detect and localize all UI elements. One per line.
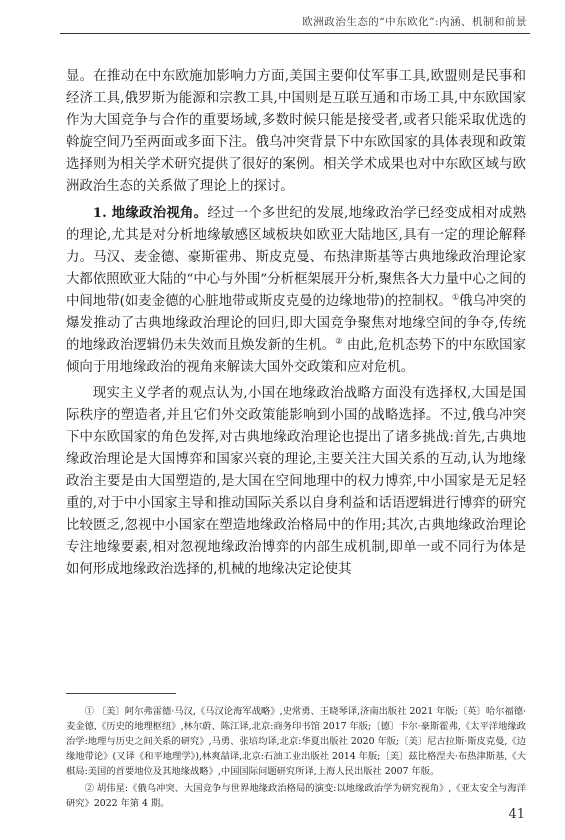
header-rule <box>60 33 530 34</box>
paragraph-2 <box>66 202 526 379</box>
paragraph-2-text-a: 经过一个多世纪的发展,地缘政治学已经变成相对成熟的理论,尤其是对分析地缘敏感区域板块如欧亚大陆地区,具有一定的理论解释力。马汉、麦金德、豪斯霍弗、斯皮克曼、布热津斯基等古典地缘政治理论家大都依照欧亚大陆的“中心与外围”分析框架展开分析,聚焦各大力量中心之间的中间地带(如麦金德的心脏地带或斯皮克曼的边缘地带)的控制权。 <box>66 206 526 309</box>
footnote-ref-1[interactable]: ① <box>451 292 459 302</box>
paragraph-2-text-c: 由此,危机态势下的中东欧国家倾向于用地缘政治的视角来解读大国外交政策和应对危机。 <box>66 338 527 375</box>
paragraph-1: 显。在推动在中东欧施加影响力方面,美国主要仰仗军事工具,欧盟则是民事和经济工具,俄罗斯为能源和宗教工具,中国则是互联互通和市场工具,中东欧国家作为大国竞争与合作的重要场域,多数时候只能是接受者,或者只能采取优选的斡旋空间乃至两面或多面下注。俄乌冲突背景下中东欧国家的具体表现和政策选择则为相关学术研究提供了很好的案例。相关学术成果也对中东欧区域与欧洲政治生态的关系做了理论上的探讨。 <box>66 69 526 194</box>
paragraph-3: 现实主义学者的观点认为,小国在地缘政治战略方面没有选择权,大国是国际秩序的塑造者,并且它们外交政策能影响到小国的战略选择。不过,俄乌冲突下中东欧国家的角色发挥,对古典地缘政治理论也提出了诸多挑战:首先,古典地缘政治理论是大国博弈和国家兴衰的理论,主要关注大国关系的互动,认为地缘政治主要是由大国塑造的,是大国在空间地理中的权力博弈,中小国家是无足轻重的,对于中小国家主导和推动国际关系以自身利益和话语逻辑进行博弈的研究比较匮乏,忽视中小国家在塑造地缘政治格局中的作用;其次,古典地缘政治理论专注地缘要素,相对忽视地缘政治博弈的内部生成机制,即单一或不同行为体是如何形成地缘政治选择的,机械的地缘决定论使其 <box>66 386 526 577</box>
section-lead-heading: 1. 地缘政治视角。 <box>92 205 208 221</box>
running-header: 欧洲政治生态的“中东欧化”:内涵、机制和前景 <box>302 16 527 28</box>
footnotes <box>66 704 526 813</box>
page-number: 41 <box>508 807 525 822</box>
footnote-ref-2[interactable]: ② <box>335 336 343 346</box>
footnote-1: ① 〔美〕阿尔弗雷德·马汉,《马汉论海军战略》,史常勇、王晓琴译,济南出版社 2021 年版;〔英〕哈尔福德·麦金德,《历史的地理枢纽》,林尔蔚、陈江译,北京:商务印书馆 2017 年版;〔德〕卡尔·豪斯霍弗,《太平洋地缘政治学:地理与历史之间关系的研究》,马勇、张培均译,北京:华夏出版社 2020 年版;〔美〕尼古拉斯·斯皮克曼,《边缘地带论》(又译《和平地理学》),林爽喆译,北京:石油工业出版社 2014 年版;〔美〕兹比格涅夫·布热津斯基,《大棋局:美国的首要地位及其地缘战略》,中国国际问题研究所译,上海人民出版社 2007 年版。 <box>66 706 526 777</box>
body-text <box>66 66 526 585</box>
footnote-2: ② 胡伟星:《俄乌冲突、大国竞争与世界地缘政治格局的演变:以地缘政治学为研究视角》,《亚太安全与海洋研究》2022 年第 4 期。 <box>66 783 526 809</box>
footnote-rule <box>66 693 176 694</box>
paragraph-2-text-b: 俄乌冲突的爆发推动了古典地缘政治理论的回归,即大国竞争聚焦对地缘空间的争夺,传统的地缘政治逻辑仍未失效而且焕发新的生机。 <box>66 294 527 353</box>
